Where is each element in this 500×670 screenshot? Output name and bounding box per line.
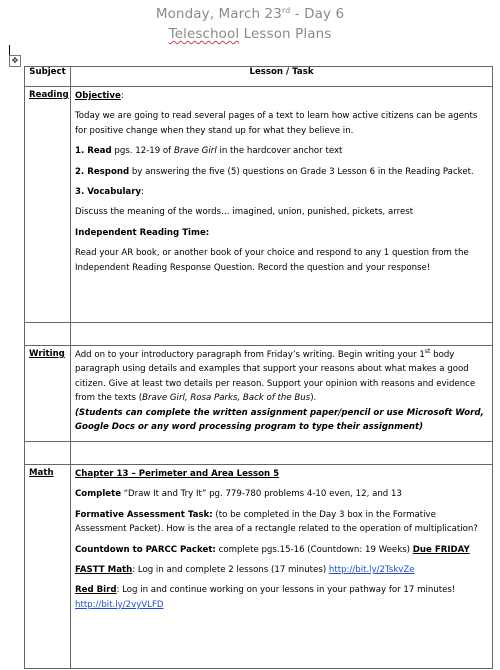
- math-redbird: Red Bird: Log in and continue working on your lessons in your pathway for 17 minutes! http://bit.ly/2vyVLFD: [75, 585, 456, 610]
- subject-writing: Writing: [25, 346, 71, 442]
- math-chapter: Chapter 13 – Perimeter and Area Lesson 5: [75, 469, 280, 479]
- table-row-math: [25, 465, 493, 669]
- document-title-plans: [0, 26, 500, 42]
- vocabulary-text: Discuss the meaning of the words… imagined, union, punished, pickets, arrest: [75, 207, 414, 218]
- date-ordinal-suffix: rd: [281, 6, 291, 15]
- writing-content: [71, 346, 493, 442]
- lesson-plan-table: [24, 66, 493, 669]
- subject-reading: Reading: [25, 87, 71, 323]
- math-content: [71, 465, 493, 669]
- objective-text: Today we are going to read several pages of a text to learn how active citizens can be agents for positive change when they stand up for what they believe in.: [75, 111, 478, 136]
- independent-reading-text: Read your AR book, or another book of your choice and respond to any 1 question from the Independent Reading Response Question. Record the question and your response!: [75, 248, 469, 273]
- subject-math: Math: [25, 465, 71, 669]
- day-number-text: - Day 6: [290, 6, 345, 22]
- math-complete: Complete “Draw It and Try It” pg. 779-780 problems 4-10 even, 12, and 13: [75, 489, 402, 500]
- text-cursor: [9, 45, 10, 55]
- header-subject: Subject: [25, 67, 71, 87]
- date-text: Monday, March 23: [155, 6, 282, 22]
- table-row-writing: [25, 346, 493, 442]
- math-fastt: FASTT Math: Log in and complete 2 lessons (17 minutes) http://bit.ly/2TskvZe: [75, 565, 415, 576]
- table-row-blank: [25, 323, 493, 346]
- spellcheck-word: Teleschool: [168, 26, 240, 42]
- due-date: Due FRIDAY: [412, 544, 470, 555]
- table-row-blank: [25, 442, 493, 465]
- table-header-row: [25, 67, 493, 87]
- header-lesson-task: Lesson / Task: [71, 67, 493, 87]
- reading-step-3: 3. Vocabulary:: [75, 187, 144, 198]
- math-countdown: Countdown to PARCC Packet: complete pgs.15-16 (Countdown: 19 Weeks) Due FRIDAY: [75, 544, 470, 555]
- document-title-date: [0, 6, 500, 22]
- reading-content: Objective: Today we are going to read several pages of a text to learn how active citizens can be agents for positive change when they stand up for what they believe in. 1. Read pgs. 12-19 of Brave Girl in the hardcover anchor text 2. Respond by answering the five (5) questions on Grade 3 Lesson 6 in the Reading Packet. 3. Vocabulary: Discuss the meaning of the words… imagined, union, punished, pickets, arrest Independent Reading Time: Read your AR book, or another book of your choice and respond to any 1 question from the Independent Reading Response Question. Record the question and your response!: [71, 87, 493, 323]
- objective-label: Objective: [75, 91, 121, 101]
- plans-text: Lesson Plans: [239, 26, 332, 42]
- writing-text: Add on to your introductory paragraph from Friday’s writing. Begin writing your 1st body paragraph using details and examples that support your reasons about what makes a good citizen. Give at least two details per reason. Support your opinion with reasons and evidence from the texts (Brave Girl, Rosa Parks, Back of the Bus). (Students can complete the written assignment paper/pencil or use Microsoft Word, Google Docs or any word processing program to type their assignment): [75, 348, 484, 433]
- table-move-handle-icon[interactable]: ✥: [9, 55, 21, 67]
- redbird-link[interactable]: http://bit.ly/2vyVLFD: [75, 599, 164, 610]
- math-formative: Formative Assessment Task: (to be completed in the Day 3 box in the Formative Assessment Packet). How is the area of a rectangle related to the operation of multiplication?: [75, 509, 478, 535]
- independent-reading-label: Independent Reading Time:: [75, 227, 210, 238]
- reading-step-2: 2. Respond by answering the five (5) questions on Grade 3 Lesson 6 in the Reading Packet.: [75, 166, 474, 177]
- fastt-link[interactable]: http://bit.ly/2TskvZe: [328, 565, 415, 576]
- table-row-reading: [25, 87, 493, 323]
- reading-step-1: 1. Read pgs. 12-19 of Brave Girl in the hardcover anchor text: [75, 146, 343, 157]
- writing-note: (Students can complete the written assignment paper/pencil or use Microsoft Word, Google Docs or any word processing program to type their assignment): [75, 407, 484, 433]
